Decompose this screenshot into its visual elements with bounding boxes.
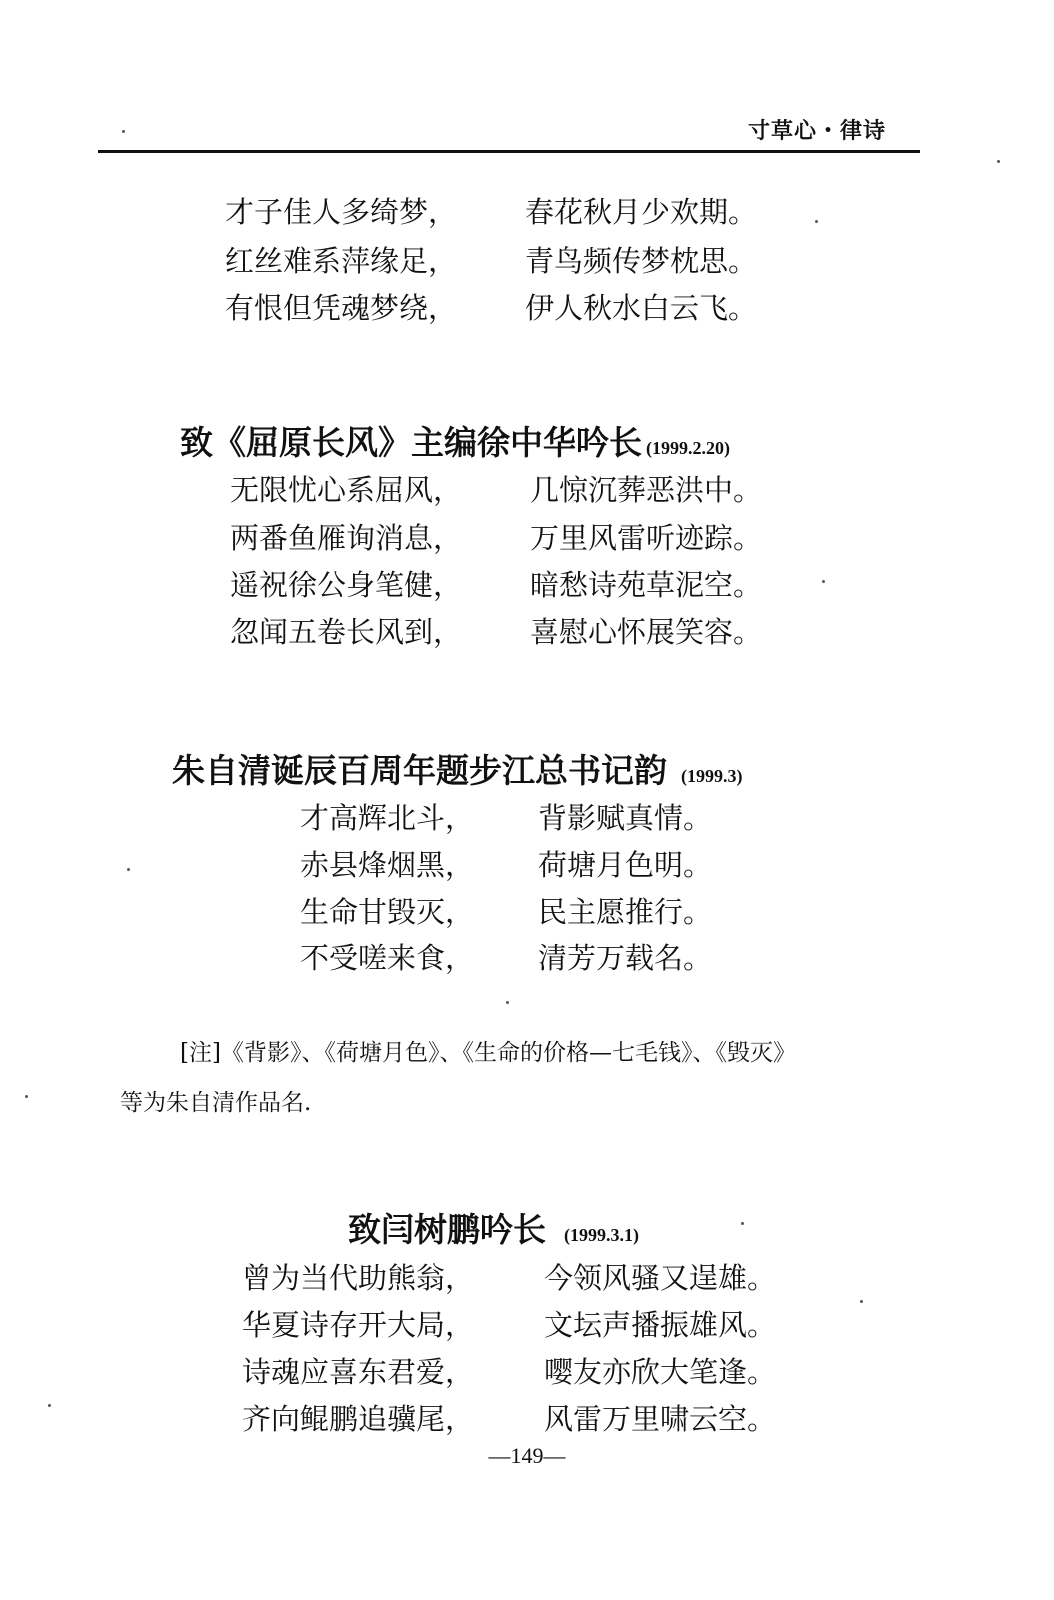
poem2-line-1-first: 才高辉北斗， — [300, 801, 475, 835]
scan-speck — [997, 160, 1000, 163]
poem1-line-1 — [230, 470, 810, 510]
scan-speck — [25, 1095, 28, 1098]
poem0-line-2 — [225, 241, 805, 281]
footnote-line-1: [注]《背影》、《荷塘月色》、《生命的价格—七毛钱》、《毁灭》 — [180, 1040, 796, 1066]
scan-speck — [815, 220, 818, 223]
poem3-line-2-second: 文坛声播振雄风。 — [544, 1308, 777, 1342]
poem3-line-4 — [242, 1399, 822, 1439]
running-head: 寸草心・律诗 — [748, 118, 887, 144]
poem3-line-4-first: 齐向鲲鹏追骥尾， — [242, 1402, 475, 1436]
poem2-line-3-second: 民主愿推行。 — [538, 895, 713, 929]
poem0-line-2-first: 红丝难系萍缘足， — [225, 244, 458, 278]
poem1-line-3-first: 遥祝徐公身笔健， — [230, 568, 463, 602]
poem1-line-4 — [230, 612, 810, 652]
poem2-line-2 — [300, 845, 740, 885]
poem2-title — [172, 748, 743, 794]
poem2-date: (1999.3) — [681, 766, 743, 786]
poem1-line-1-second: 几惊沉葬恶洪中。 — [530, 473, 763, 507]
scan-speck — [122, 130, 125, 133]
poem3-line-3-second: 嘤友亦欣大笔逢。 — [544, 1355, 777, 1389]
poem1-title — [180, 420, 730, 466]
poem1-title-text: 致《屈原长风》主编徐中华吟长 — [180, 423, 642, 462]
scan-speck — [506, 1001, 509, 1004]
poem2-line-2-second: 荷塘月色明。 — [538, 848, 713, 882]
poem0-line-3 — [225, 288, 805, 328]
poem2-line-4 — [300, 938, 740, 978]
scan-speck — [127, 868, 130, 871]
poem0-line-1 — [225, 192, 805, 232]
poem3-line-4-second: 风雷万里啸云空。 — [544, 1402, 777, 1436]
poem2-line-3 — [300, 892, 740, 932]
poem0-line-3-first: 有恨但凭魂梦绕， — [225, 291, 458, 325]
poem3-title-text: 致闫树鹏吟长 — [348, 1210, 546, 1249]
poem2-footnote — [120, 1028, 940, 1128]
poem3-line-2-first: 华夏诗存开大局， — [242, 1308, 475, 1342]
poem2-line-4-second: 清芳万载名。 — [538, 941, 713, 975]
poem2-line-1-second: 背影赋真情。 — [538, 801, 713, 835]
scan-speck — [741, 1222, 744, 1225]
poem3-line-1-second: 今领风骚又逞雄。 — [544, 1261, 777, 1295]
poem2-line-4-first: 不受嗟来食， — [300, 941, 475, 975]
poem1-date: (1999.2.20) — [646, 438, 730, 458]
poem0-line-1-first: 才子佳人多绮梦， — [225, 195, 458, 229]
poem1-line-3-second: 暗愁诗苑草泥空。 — [530, 568, 763, 602]
poem1-line-3 — [230, 565, 810, 605]
poem3-line-2 — [242, 1305, 822, 1345]
poem3-line-3 — [242, 1352, 822, 1392]
footnote-line-2: 等为朱自清作品名. — [120, 1090, 312, 1116]
poem1-line-2-first: 两番鱼雁询消息， — [230, 521, 463, 555]
poem1-line-4-first: 忽闻五卷长风到， — [230, 615, 463, 649]
header-rule — [98, 150, 920, 153]
poem3-date: (1999.3.1) — [564, 1225, 639, 1245]
poem3-title — [348, 1207, 639, 1253]
poem0-line-2-second: 青鸟频传梦枕思。 — [525, 244, 758, 278]
poem1-line-2-second: 万里风雷听迹踪。 — [530, 521, 763, 555]
poem2-line-3-first: 生命甘毁灭， — [300, 895, 475, 929]
poem0-line-1-second: 春花秋月少欢期。 — [525, 195, 758, 229]
poem3-line-1 — [242, 1258, 822, 1298]
poem2-title-text: 朱自清诞辰百周年题步江总书记韵 — [172, 751, 667, 790]
scan-speck — [822, 580, 825, 583]
poem1-line-1-first: 无限忧心系屈风， — [230, 473, 463, 507]
poem1-line-2 — [230, 518, 810, 558]
page-number: —149— — [488, 1443, 566, 1468]
poem3-line-3-first: 诗魂应喜东君爱， — [242, 1355, 475, 1389]
poem2-line-1 — [300, 798, 740, 838]
scan-speck — [48, 1404, 51, 1407]
poem2-line-2-first: 赤县烽烟黑， — [300, 848, 475, 882]
poem1-line-4-second: 喜慰心怀展笑容。 — [530, 615, 763, 649]
poem0-line-3-second: 伊人秋水白云飞。 — [525, 291, 758, 325]
poem3-line-1-first: 曾为当代助熊翁， — [242, 1261, 475, 1295]
scan-speck — [860, 1300, 863, 1303]
